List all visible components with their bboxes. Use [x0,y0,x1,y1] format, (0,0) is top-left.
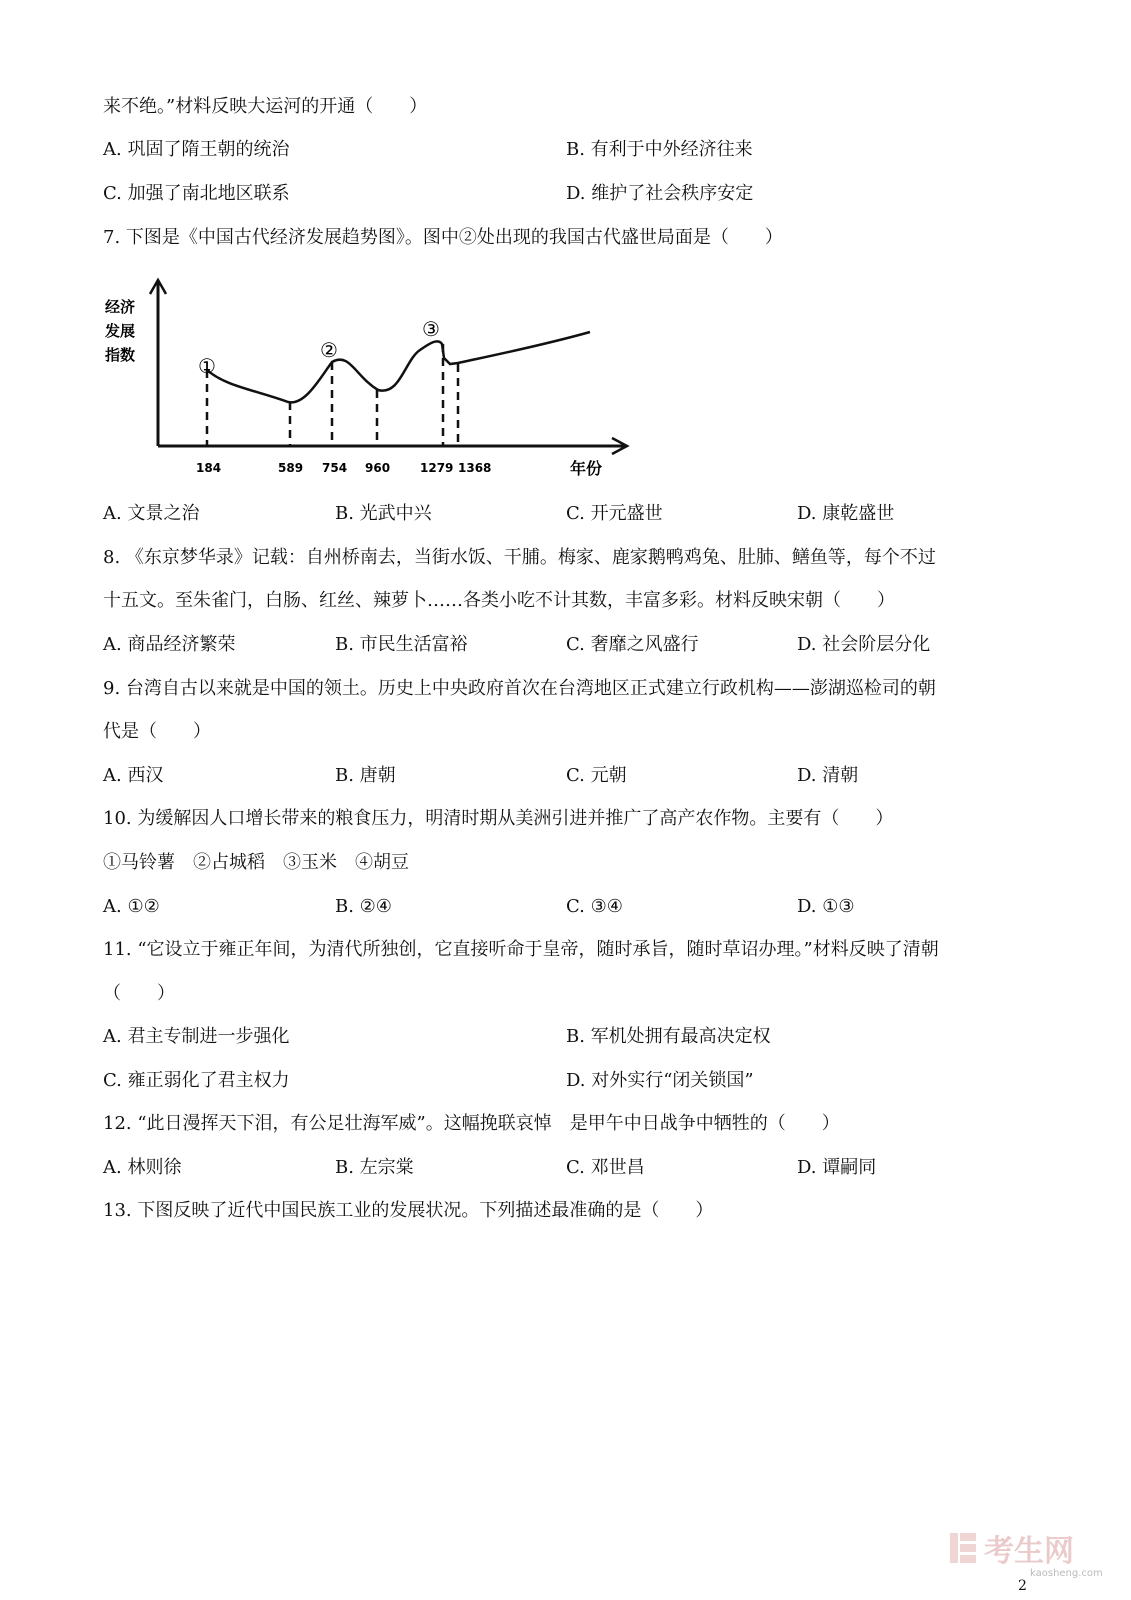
q12-option-b: B. 左宗棠 [335,1157,414,1178]
q10-option-a: A. ①② [103,896,160,917]
q10-option-b: B. ②④ [335,896,392,917]
watermark-text: 考生网 [984,1534,1074,1569]
q6-option-b: B. 有利于中外经济往来 [566,139,753,160]
ylabel-line-3: 指数 [105,346,136,364]
q9-stem-line-1: 9. 台湾自古以来就是中国的领土。历史上中央政府首次在台湾地区正式建立行政机构——澎湖巡检司的朝 [103,678,936,699]
q11-option-c: C. 雍正弱化了君主权力 [103,1070,290,1091]
trend-line [207,332,590,402]
q8-stem-line-1: 8. 《东京梦华录》记载：自州桥南去，当街水饭、干脯。梅家、鹿家鹅鸭鸡兔、肚肺、鳝鱼等，每个不过 [103,547,936,568]
xtick-589: 589 [278,461,304,475]
q12-stem: 12. “此日漫挥天下泪，有公足壮海军威”。这幅挽联哀悼 是甲午中日战争中牺牲的（ ） [103,1113,840,1134]
watermark-logo [948,1528,1108,1568]
q7-option-b: B. 光武中兴 [335,503,432,524]
q12-option-a: A. 林则徐 [103,1157,182,1178]
q9-option-a: A. 西汉 [103,765,164,786]
page-number: 2 [1018,1578,1027,1594]
q9-option-b: B. 唐朝 [335,765,396,786]
marker-3: ③ [422,317,440,341]
q8-option-c: C. 奢靡之风盛行 [566,634,699,655]
q9-option-d: D. 清朝 [797,765,859,786]
ylabel-line-1: 经济 [105,298,136,316]
xlabel: 年份 [570,459,603,478]
q10-stem: 10. 为缓解因人口增长带来的粮食压力，明清时期从美洲引进并推广了高产农作物。主要有（ ） [103,808,894,829]
watermark-logo-icon [948,1531,978,1565]
q11-option-a: A. 君主专制进一步强化 [103,1026,290,1047]
q6-option-d: D. 维护了社会秩序安定 [566,183,754,204]
xtick-754: 754 [322,461,348,475]
q11-option-b: B. 军机处拥有最高决定权 [566,1026,771,1047]
xtick-1368: 1368 [458,461,492,475]
q6-stem-tail: 来不绝。”材料反映大运河的开通（ ） [103,96,428,117]
xtick-1279: 1279 [420,461,454,475]
marker-1: ① [198,354,216,378]
q8-stem-line-2: 十五文。至朱雀门，白肠、红丝、辣萝卜……各类小吃不计其数，丰富多彩。材料反映宋朝（ ） [103,590,895,611]
q7-option-d: D. 康乾盛世 [797,503,895,524]
q6-option-c: C. 加强了南北地区联系 [103,183,290,204]
xtick-960: 960 [365,461,391,475]
q6-option-a: A. 巩固了隋王朝的统治 [103,139,290,160]
q11-stem-line-2: （ ） [103,983,175,1004]
q8-option-d: D. 社会阶层分化 [797,634,931,655]
marker-2: ② [320,338,338,362]
q11-option-d: D. 对外实行“闭关锁国” [566,1070,754,1091]
xtick-184: 184 [196,461,222,475]
q12-option-c: C. 邓世昌 [566,1157,645,1178]
watermark-url: kaosheng.com [1030,1568,1103,1579]
q10-option-c: C. ③④ [566,896,623,917]
ylabel-line-2: 发展 [105,322,136,340]
q7-option-a: A. 文景之治 [103,503,200,524]
q12-option-d: D. 谭嗣同 [797,1157,877,1178]
q13-stem: 13. 下图反映了近代中国民族工业的发展状况。下列描述最准确的是（ ） [103,1200,714,1221]
economy-trend-chart [100,268,640,483]
q7-stem: 7. 下图是《中国古代经济发展趋势图》。图中②处出现的我国古代盛世局面是（ ） [103,227,783,248]
q7-option-c: C. 开元盛世 [566,503,663,524]
q9-option-c: C. 元朝 [566,765,627,786]
q8-option-a: A. 商品经济繁荣 [103,634,236,655]
q10-items: ①马铃薯 ②占城稻 ③玉米 ④胡豆 [103,852,409,873]
q10-option-d: D. ①③ [797,896,855,917]
q11-stem-line-1: 11. “它设立于雍正年间，为清代所独创，它直接听命于皇帝，随时承旨，随时草诏办理。”材料反映了清朝 [103,939,939,960]
q9-stem-line-2: 代是（ ） [103,721,211,742]
q8-option-b: B. 市民生活富裕 [335,634,468,655]
